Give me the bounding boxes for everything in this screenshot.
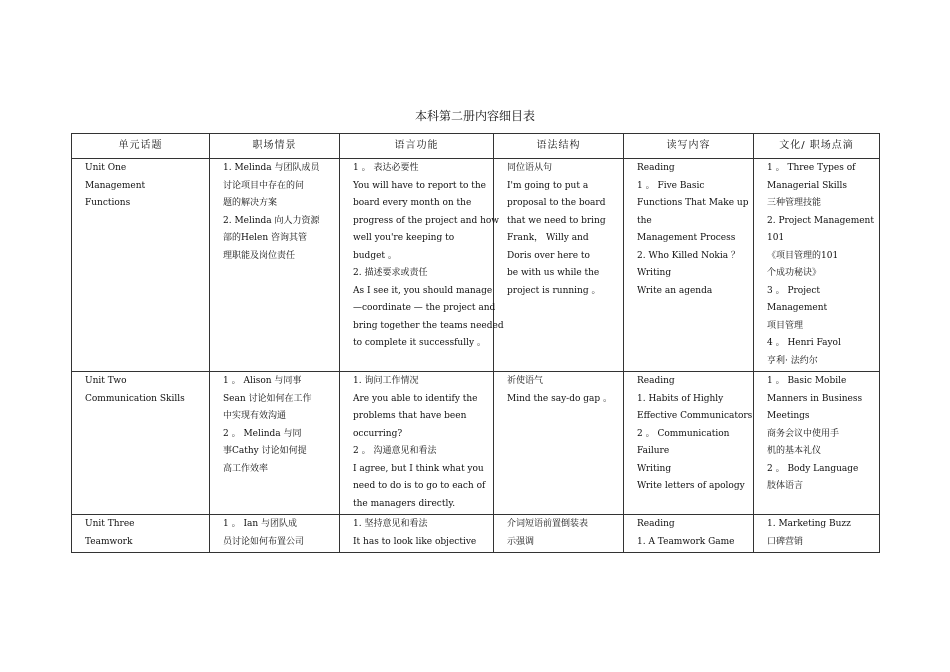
cell-line: 示强调	[507, 536, 535, 547]
cell-line: 1. Melinda 与团队成员	[223, 163, 320, 173]
cell-line: the managers directly.	[353, 498, 456, 509]
cell-line: 讨论项目中存在的问	[223, 180, 305, 191]
cell-line: 4 。 Henri Fayol	[767, 338, 841, 348]
header-row	[72, 134, 880, 159]
content-table	[71, 133, 880, 553]
cell-line: 2. Project Management	[767, 215, 874, 226]
cell-line: 1 。 Three Types of	[767, 163, 856, 173]
cell-line: Unit Three	[85, 519, 135, 529]
cell-line: Doris over here to	[507, 250, 590, 261]
cell-line: 1 。 表达必要性	[353, 163, 419, 173]
cell-line: the	[637, 215, 652, 226]
cell-workplace-scenario	[210, 159, 340, 372]
cell-line: Writing	[637, 268, 672, 278]
header-unit-topic: 单元话题	[72, 134, 210, 159]
cell-line: 祈使语气	[507, 376, 544, 386]
cell-line: Managerial Skills	[767, 180, 847, 191]
cell-line: 商务会议中使用手	[767, 428, 840, 439]
cell-line: 2 。 Melinda 与同	[223, 428, 302, 439]
cell-grammar	[494, 515, 624, 553]
cell-language-function	[340, 159, 504, 372]
cell-line: 1. Marketing Buzz	[767, 519, 851, 529]
cell-unit-topic	[72, 159, 210, 372]
cell-line: well you're keeping to	[353, 233, 455, 243]
cell-line: As I see it, you should manage	[353, 285, 493, 296]
cell-line: Meetings	[767, 411, 810, 421]
table-row	[72, 159, 880, 372]
header-reading-writing: 读写内容	[624, 134, 754, 159]
cell-line: project is running 。	[507, 285, 601, 296]
cell-reading-writing	[624, 372, 754, 515]
cell-culture-tips	[754, 515, 880, 553]
cell-line: I agree, but I think what you	[353, 463, 484, 474]
cell-line: 1. Habits of Highly	[637, 393, 724, 404]
cell-line: 2 。 Communication	[637, 428, 730, 439]
cell-line: 1. A Teamwork Game	[637, 536, 735, 547]
cell-line: to complete it successfully 。	[353, 338, 486, 348]
cell-line: Functions That Make up	[637, 198, 749, 208]
cell-reading-writing	[624, 159, 754, 372]
cell-line: occurring?	[353, 428, 403, 439]
cell-reading-writing	[624, 515, 754, 553]
cell-line: budget 。	[353, 250, 397, 261]
cell-line: 1 。 Basic Mobile	[767, 376, 847, 386]
cell-line: Frank， Willy and	[507, 233, 589, 243]
cell-line: Write an agenda	[637, 285, 713, 296]
cell-line: I'm going to put a	[507, 180, 589, 191]
cell-line: 三种管理技能	[767, 198, 822, 208]
cell-line: Management	[85, 180, 146, 191]
cell-line: 101	[767, 233, 785, 243]
cell-workplace-scenario	[210, 372, 340, 515]
cell-grammar	[494, 372, 624, 515]
cell-line: Unit Two	[85, 376, 127, 386]
cell-grammar	[494, 159, 624, 372]
cell-line: It has to look like objective	[353, 536, 477, 547]
cell-line: 题的解决方案	[223, 198, 278, 208]
cell-line: Failure	[637, 446, 670, 456]
document-title: 本科第二册内容细目表	[414, 109, 535, 123]
cell-line: 个成功秘诀》	[767, 268, 822, 278]
cell-line: Reading	[637, 519, 675, 529]
cell-line: 3 。 Project	[767, 285, 820, 296]
cell-line: Functions	[85, 198, 131, 208]
cell-line: 同位语从句	[507, 163, 553, 173]
cell-line: 2 。 Body Language	[767, 463, 859, 474]
cell-language-function	[340, 515, 494, 553]
cell-line: be with us while the	[507, 268, 600, 278]
cell-line: Reading	[637, 376, 675, 386]
cell-line: 肢体语言	[767, 481, 804, 491]
cell-line: 2. Melinda 向人力资源	[223, 215, 320, 226]
header-language-function: 语言功能	[340, 134, 494, 159]
cell-line: board every month on the	[353, 198, 472, 208]
cell-line: 部的Helen 咨询其管	[223, 233, 308, 243]
cell-line: need to do is to go to each of	[353, 481, 486, 491]
cell-line: Manners in Business	[767, 393, 863, 404]
cell-line: 2. 描述要求或责任	[353, 268, 428, 278]
cell-line: Writing	[637, 463, 672, 474]
table-body	[72, 159, 880, 553]
cell-workplace-scenario	[210, 515, 340, 553]
cell-line: Are you able to identify the	[353, 393, 478, 404]
header-workplace-scenario: 职场情景	[210, 134, 340, 159]
cell-line: 2. Who Killed Nokia ？	[637, 250, 740, 261]
cell-line: 员讨论如何布置公司	[223, 536, 305, 547]
cell-unit-topic	[72, 515, 210, 553]
cell-culture-tips	[754, 372, 880, 515]
cell-line: —coordinate — the project and	[353, 303, 496, 313]
table-row	[72, 515, 880, 553]
table-row	[72, 372, 880, 515]
cell-line: bring together the teams needed	[353, 320, 504, 331]
cell-line: 《项目管理的101	[767, 250, 839, 261]
cell-line: 高工作效率	[223, 463, 269, 474]
cell-line: You will have to report to the	[353, 180, 486, 191]
header-culture-tips: 文化/ 职场点滴	[754, 134, 880, 159]
cell-line: 1 。 Five Basic	[637, 180, 705, 191]
cell-line: Communication Skills	[85, 393, 185, 404]
cell-line: Management Process	[637, 233, 736, 243]
cell-line: Mind the say-do gap 。	[507, 393, 613, 404]
cell-line: progress of the project and how	[353, 215, 499, 226]
cell-language-function	[340, 372, 494, 515]
cell-line: Write letters of apology	[637, 481, 745, 491]
cell-line: 事Cathy 讨论如何提	[223, 446, 307, 456]
cell-unit-topic	[72, 372, 210, 515]
cell-line: 中实现有效沟通	[223, 411, 287, 421]
cell-line: that we need to bring	[507, 215, 606, 226]
cell-line: Unit One	[85, 163, 127, 173]
cell-line: Management	[767, 303, 828, 313]
cell-line: 2 。 沟通意见和看法	[353, 446, 437, 456]
cell-culture-tips	[754, 159, 880, 372]
cell-line: Reading	[637, 163, 675, 173]
cell-line: 介词短语前置倒装表	[507, 519, 589, 529]
header-grammar: 语法结构	[494, 134, 624, 159]
cell-line: 1 。 Alison 与同事	[223, 376, 302, 386]
cell-line: 口碑营销	[767, 536, 804, 547]
cell-line: 理职能及岗位责任	[223, 250, 296, 261]
cell-line: 1 。 Ian 与团队成	[223, 519, 298, 529]
cell-line: Effective Communicators	[637, 411, 753, 421]
cell-line: Teamwork	[85, 536, 133, 547]
cell-line: 1. 坚持意见和看法	[353, 519, 428, 529]
cell-line: 亨利· 法约尔	[767, 355, 818, 366]
cell-line: 项目管理	[767, 320, 804, 331]
cell-line: 1. 询问工作情况	[353, 376, 419, 386]
cell-line: proposal to the board	[507, 198, 606, 208]
cell-line: problems that have been	[353, 411, 467, 421]
cell-line: 机的基本礼仪	[767, 446, 822, 456]
cell-line: Sean 讨论如何在工作	[223, 393, 312, 404]
